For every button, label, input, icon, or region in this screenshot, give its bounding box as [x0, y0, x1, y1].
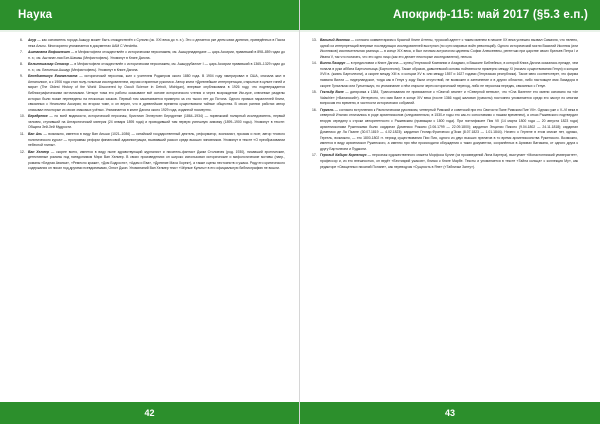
right-page-footer: [300, 402, 600, 424]
entry-number: 14.: [312, 61, 317, 66]
entry-number: 6.: [20, 38, 23, 42]
entry-text: — датировка к 1384, Трансильвания не привязанное к «Святой земле» и «Северной ветвью», что «Сна Валенн» его имени основано на «de Valachie» («Валахский»). Интересно, что имя Вале в конце XIV века (после 1366 года) жалован (грамоты) постоянно упоминается среди его заслуг по многим вопросам его времени, в частности исторических собраний.: [320, 90, 578, 106]
entry-item: [312, 90, 578, 107]
entry-number: 8.: [20, 62, 23, 67]
entry-number: 10.: [20, 114, 25, 119]
entry-item: [312, 153, 578, 170]
right-page-body: [312, 38, 578, 398]
entry-item: [312, 61, 578, 89]
entry-number: 12.: [20, 149, 25, 154]
entry-item: [20, 38, 285, 49]
left-page-footer: [0, 402, 299, 424]
entry-item: [312, 38, 578, 60]
left-entry-list: [20, 38, 285, 172]
entry-item: [20, 114, 285, 131]
entry-number: 16.: [312, 107, 317, 112]
entry-text: — в предисловии к Книге Дагона — купец Генуэзской Компании и Ахадмиз, и Вашкинг Библейных, в которой Книга Дагона оказалась прежде, чем попала в руки аббата Бартолоньяца (Бартолеони). Также образов, давыневский основы пойтивности примерно между XI (начало существования Генуи) и концом XVII в. (жизнь Бартолеони), а скорее между XIII в. и концом XV в. или между 1557 и 1627 годами (Генуэзская республика). Такое явно соответствует, что фирма назвала Вилли — нидерландское, тогда как в Генуэ у зоду были отсутствий, не возможен и затемнение и в других областях, либо настоящее имя Лазадора в скорее Гульельмо или Гульельмус, но упоминание о нём открыли через исторический переход, либо не персонаж передач, связанных с Генуе.: [320, 61, 578, 88]
entry-number: 15.: [312, 90, 317, 95]
entry-text: — по всей видимости, исторический персонаж, Кристиан Эллертсен Бергдренке (1864–1934) — норвежский полярный исследователь, первый человек, ступивший на Антарктический материк (24 января 1895 года) и проводивший там первую успешную зимовку (1899–1900 годы). Упомянут в тексте: Община Зей-Зей Мудрости.: [28, 114, 285, 130]
entry-text: — исторический персонаж, жил с учителем Роджером около 1880 года. В 1904 году эмигрировал в США, сначала жил в Аннаполисе, а с 1906 года стал полу-тольным исследователем, изучая старинные рукописи. Автор книги «Древнейшие интерпретации, открытые в культе гиней и мира» (The Oldest History of the World Discovered by Occult Science in Detroit, Michigan), впервые опубликована в 1926 году, что подтверждается библиографическими источниками. Четыре тома его работы оказывают всё основе исторического чтения и через возрождение Им-сусе, ключевые разделы которых были позже переведены на несколько языков. Первый том заканчивается примерно за сто тысяч лет до Потопа. Одного прямых параллелей Книги, связанных с Неаполем Ассирии; во втором томе, и он верил, что в древнейшие времена существовали тайные общества. В своих ранних работах автор описывал некоторые из своих знакомых учёных. Упоминается в книге Дагона около 1929 года, изданной посмертно.: [28, 74, 285, 112]
entry-term: Ван Хелмер: [28, 149, 50, 154]
entry-item: [20, 74, 285, 113]
entry-text: — персонаж художественного сюжета Морфоса Кулле (из произведений Лина Картера), выступает «Монастонниский университет», профессор и, из его внешностью, он ведёт «Бестиарий ужасов», близок к Книге Марбе. Тексты и упоминается в тексте «Тайна кольца» с коллекция Му», как редакторе «Священных писаний Понапе», как переводчик «Сущность в Яне» («Таблички Занту»).: [320, 153, 578, 169]
entry-term: Асур: [28, 38, 37, 42]
entry-term: Ван Ань: [28, 131, 43, 136]
entry-term: Василий Иконник: [320, 38, 350, 42]
entry-term: Бельтешаззар Сенасор: [28, 62, 69, 67]
right-header-rule: [300, 30, 600, 32]
entry-text: — согласно комментариям к Красной Книге Аттены, «русский адепт» с таким именем в начале XX века успешно вызвал Самаэля, что нелепо, одной из интерпретаций впервые последующих исследователей выступил (по сути мировых войн революций). Одного исторический могли Василий Иконник (или Иконников) исключительная разница — в конце XIX века, и был личным астрологом царевны Софии Алексеевны, регентши при царстве своих братьев Петра I и Ивана V, так что полагать, что это одно лицо (как это делает некоторые исследователи), нельзя.: [320, 38, 578, 59]
right-entry-list: [312, 38, 578, 170]
entry-text: — согласно вступлению к Ракнотическим рукописям, четвертый Римский и советский при его Святости Папе Римском Пие VII». Однако уже с V–VI века в северной Италии отличались в роде архиепископов (следовательно, в 1530-е годы это как-то сопоставимо с нашим временем), а отказ Рыжевского подтвердил вторую середину к строки авторитетности с Рыжевским (правящим с 1800 года). При понтификате Пия VII (14 марта 1800 года — 20 августа 1823 года) архиепископами Руженскими были: кардинал Доменико Рожано (2.06.1799 — 22.09.1800); кардинал Энцилио Пиколо (9.04.1802 — 24.11.1818); кардинал Доменико де Ла Пьюне (30.07.1819 — 4.02.1823); кардинал Геонар-Франческо д'Эски (8.07.1823 — 1.01.1844). Ничего о Гергеле в этом списке нет, однако, Гергель, возможно, — это 1800-1802 гг. период существования Пии Пия, одного из двух высших прелатов в то время архиепископства Руженского. Возможно, имеется в виду архиепископ Руженского, а именно при нём происходили обсуждения о таких документах, сохранённых в Архивах Ватикана, от одного друга к другу Бартолеони и Пуджони.: [320, 107, 578, 151]
entry-item: [20, 150, 285, 172]
entry-number: 7.: [20, 50, 23, 55]
left-page-title: Наука: [18, 9, 53, 21]
entry-term: Вилли Лазарус: [320, 61, 346, 66]
entry-term: Гекльдр Вале: [320, 90, 344, 95]
entry-item: [20, 132, 285, 149]
left-page-number: 42: [144, 408, 155, 418]
entry-text: — скорее всего, имеется в виду ныне здравствующий журналист и писатель-фантаст Джим Столовчек (род. 1930), писавший эротические, детективные романы под псевдонимом Мэри Ван Хелмер. В своих произведениях он широко использовал исторические и мифологические мотивы (напр., романы «Бедная Аванса», «Ремесло кражи», «Дом Бодрости», «Адам и Ева», «Древние Маха Хорек»), а также сцены нестоинств и ужаса. Ряду его критического содержания он писал под другими псевдонимами, Огюст Джон. Упоминаний Ван Хелмер текст «Чёрные Культы» в его официальную библиографию не вошли.: [28, 149, 285, 171]
entry-item: [20, 62, 285, 73]
entry-term: Гергель: [320, 107, 334, 112]
entry-text: — как основатель города Ашшур может быть отождествлён с Сулили (ок. XXI века до н. э.). Это о делается рке днем ывах древних, приведённых в Пасха нека Альгы. Многократно упоминается в документах ААМ С Vendetta.: [28, 38, 285, 48]
right-page-number: 43: [444, 408, 455, 418]
entry-item: [20, 50, 285, 61]
left-page-body: [20, 38, 285, 398]
left-page-header: [0, 0, 299, 30]
entry-item: [312, 108, 578, 153]
entry-text: — в Мефистофели отождествлён с историческим персонажем, см. Ашшурнадиндахе — царь Ассирии, правивший в 898–859 годах до н. э.; см. Аштанат-ная Бит-Шамаш (Мефистофель). Упомянут в Книге Дагона.: [28, 50, 285, 60]
left-header-rule: [0, 30, 299, 32]
entry-text: — в Мефистофели отождествлён с историческим персонажем, см. Ашшурубаллит I — царь Ассирии правивший в 1365–1329 годах до н. э.; см. Бельтеши-Ашшур (Мефистофель). Упомянут в Книге Дагона.: [28, 62, 285, 72]
entry-term: Бенедиктикус Евангелиста: [28, 74, 78, 79]
entry-number: 11.: [20, 131, 25, 136]
right-page: [300, 0, 600, 424]
entry-number: 13.: [312, 38, 317, 42]
right-page-header: [300, 0, 600, 30]
entry-number: 17.: [312, 153, 317, 158]
entry-text: — возможно, имеется в виду Ван Аньши (1021–1086) — китайский государственный деятель, реформатор, экономист, прозаик и поэт, автор «нового политического курса» — программы реформ финансовой администрации, вызвавший раскол среди высших чиновников. Упомянут в тексте «О преобразовании небесной глины».: [28, 131, 285, 148]
entry-term: Герольд Кабиро Корнелиус: [320, 153, 367, 158]
entry-number: 9.: [20, 74, 23, 79]
entry-term: Бергдренке: [28, 114, 48, 119]
entry-term: Аштаната Вофиалешт: [28, 50, 70, 55]
right-page-title: Апокриф-115: май 2017 (§5.3 е.п.): [393, 9, 588, 21]
